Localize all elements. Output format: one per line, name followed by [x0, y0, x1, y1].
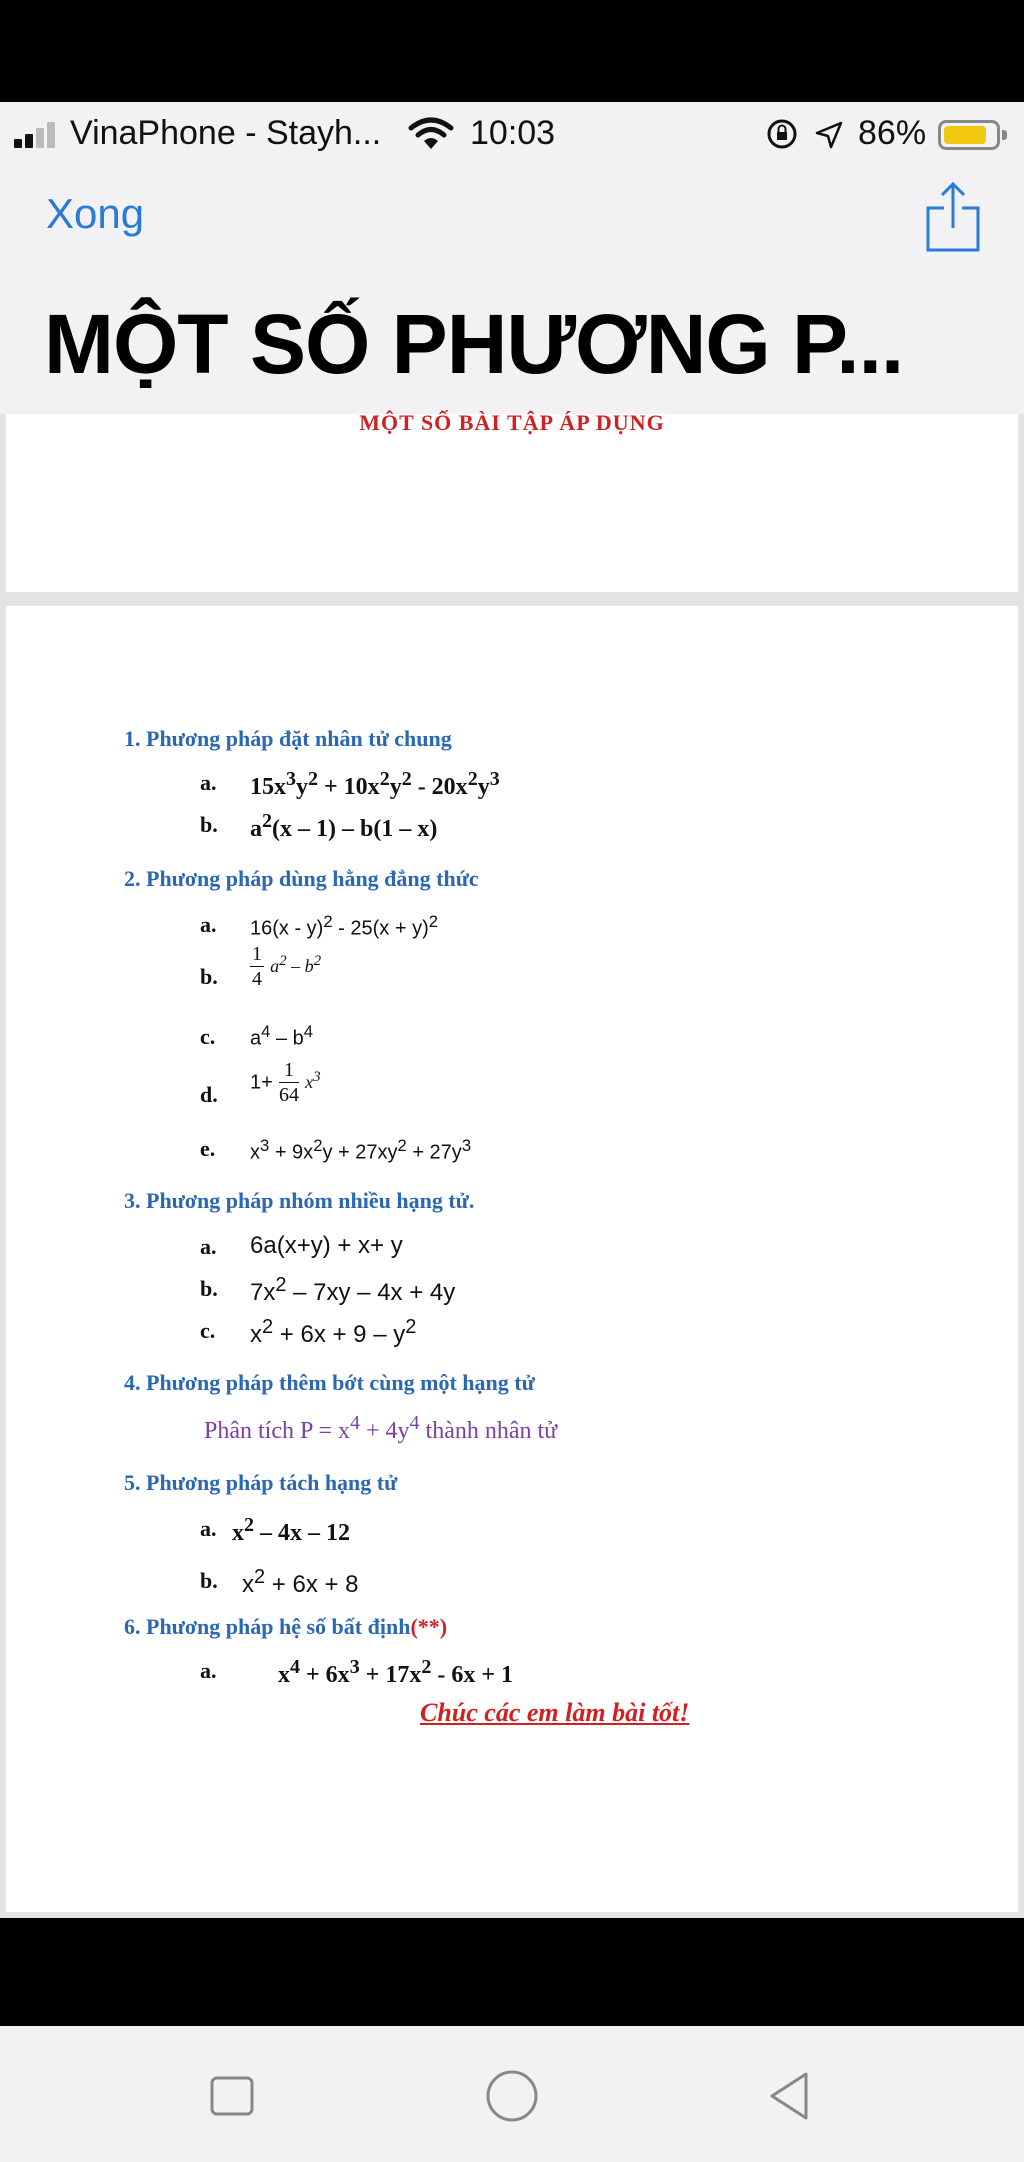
recent-apps-icon[interactable]	[204, 2068, 260, 2124]
math-expression: 1+ $\frac{1}{64}$ $x^3$	[250, 1059, 321, 1106]
document-page-1	[6, 410, 1018, 592]
item-label: a.	[200, 1516, 217, 1541]
item-label: b.	[200, 1276, 218, 1301]
item-label: b.	[200, 1568, 218, 1593]
section-1-title: 1. Phương pháp đặt nhân tử chung	[124, 726, 452, 751]
section-2-title: 2. Phương pháp dùng hằng đẳng thức	[124, 866, 479, 891]
section-6-title: 6. Phương pháp hệ số bất định(**)	[124, 1614, 448, 1639]
item-label: a.	[200, 912, 217, 937]
status-bar	[0, 106, 1024, 162]
math-expression: $x^2 - 4x - 12$	[232, 1514, 350, 1546]
item-label: d.	[200, 1082, 218, 1107]
rotation-lock-icon	[766, 118, 798, 150]
page-heading: MỘT SỐ BÀI TẬP ÁP DỤNG	[359, 410, 665, 435]
item-label: a.	[200, 770, 217, 795]
closing-message: Chúc các em làm bài tốt!	[420, 1698, 690, 1727]
section-4-task: Phân tích $P = x^4 + 4y^4$ thành nhân tử	[204, 1412, 558, 1444]
clock: 10:03	[470, 114, 556, 152]
battery-percentage: 86%	[858, 114, 927, 152]
section-4-title: 4. Phương pháp thêm bớt cùng một hạng tử	[124, 1370, 535, 1395]
document-viewer[interactable]	[0, 410, 1024, 1918]
math-expression: $7x^2 - 7xy - 4x + 4y$	[250, 1274, 456, 1306]
item-label: c.	[200, 1024, 216, 1049]
document-page-2	[6, 606, 1018, 1912]
math-expression: $x^2 + 6x + 9 - y^2$	[250, 1316, 417, 1348]
item-label: b.	[200, 964, 218, 989]
battery-icon	[938, 120, 1000, 150]
section-5-title: 5. Phương pháp tách hạng tử	[124, 1470, 398, 1495]
document-title: MỘT SỐ PHƯƠNG P...	[44, 297, 904, 391]
math-expression: $\frac{1}{4}$ $a^2 - b^2$	[252, 943, 322, 990]
math-expression: $16(x - y)^2 - 25(x + y)^2$	[250, 912, 439, 940]
item-label: a.	[200, 1658, 217, 1683]
item-label: c.	[200, 1318, 216, 1343]
share-icon[interactable]	[924, 180, 982, 254]
bottom-black-bar	[0, 1918, 1024, 2026]
section-3-title: 3. Phương pháp nhóm nhiều hạng tử.	[124, 1188, 475, 1213]
item-label: e.	[200, 1136, 216, 1161]
math-expression: $x^2 + 6x + 8$	[242, 1566, 359, 1598]
math-expression: $a^2(x - 1) - b(1 - x)$	[250, 810, 438, 842]
location-arrow-icon	[814, 120, 844, 150]
item-label: a.	[200, 1234, 217, 1259]
home-icon[interactable]	[484, 2068, 540, 2124]
back-icon[interactable]	[762, 2068, 818, 2124]
item-label: b.	[200, 812, 218, 837]
system-navigation-bar	[0, 2026, 1024, 2162]
math-expression: $x^4 + 6x^3 + 17x^2 - 6x + 1$	[278, 1656, 514, 1688]
math-expression: 6a(x+y) + x+ y	[250, 1232, 403, 1259]
top-black-bar	[0, 0, 1024, 102]
math-expression: $15x^3y^2 + 10x^2y^2 - 20x^2y^3$	[250, 768, 500, 800]
math-expression: $x^3 + 9x^2y + 27xy^2 + 27y^3$	[250, 1136, 472, 1164]
done-button[interactable]: Xong	[46, 190, 145, 237]
cell-signal-icon	[14, 122, 62, 148]
battery-tip	[1002, 130, 1007, 140]
carrier-name: VinaPhone - Stayh...	[70, 114, 382, 152]
math-expression: $a^4 - b^4$	[250, 1022, 314, 1050]
wifi-icon	[408, 116, 454, 152]
